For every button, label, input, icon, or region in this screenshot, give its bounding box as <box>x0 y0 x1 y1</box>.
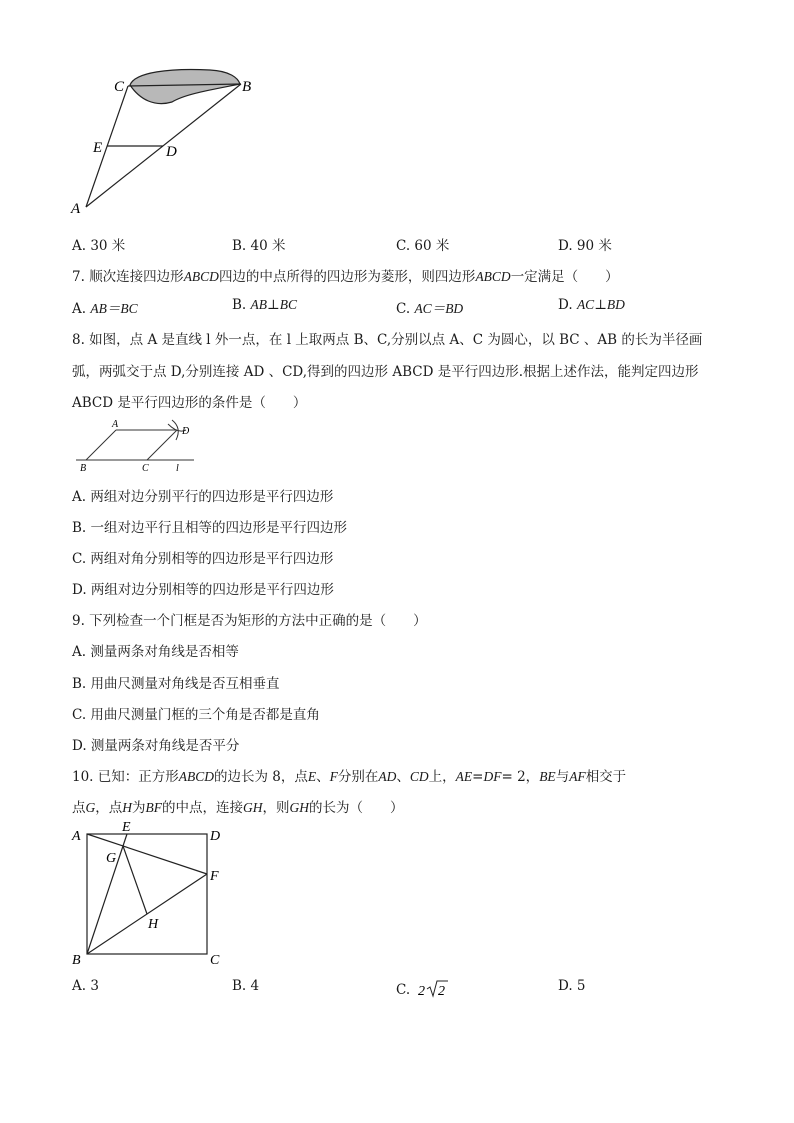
svg-text:2: 2 <box>438 984 446 999</box>
q10-label-f: F <box>210 869 219 884</box>
q6-figure <box>60 62 270 222</box>
q8-label-l: l <box>176 463 179 474</box>
q10-option-d[interactable]: D. 5 <box>558 978 586 994</box>
q7-stem: 7. 顺次连接四边形ABCD四边的中点所得的四边形为菱形，则四边形ABCD一定满足（ ） <box>72 269 619 285</box>
q7-option-c[interactable]: C. AC＝BD <box>396 301 464 317</box>
q10-label-a: A <box>72 829 81 844</box>
q8-line-ab <box>86 430 116 460</box>
q10-label-g: G <box>106 851 117 866</box>
q9-option-a[interactable]: A. 测量两条对角线是否相等 <box>72 644 239 660</box>
q8-stem-line1: 8. 如图，点 A 是直线 l 外一点，在 l 上取两点 B、C,分别以点 A、C 为圆心，以 BC 、AB 的长为半径画 <box>72 332 703 348</box>
svg-text:2: 2 <box>418 984 426 999</box>
q6-label-a: A <box>71 201 81 217</box>
q10-option-a[interactable]: A. 3 <box>72 978 99 994</box>
q8-stem-line2: 弧，两弧交于点 D,分别连接 AD 、CD,得到的四边形 ABCD 是平行四边形.根据上述作法，能判定四边形 <box>72 364 699 380</box>
q10-label-h: H <box>148 917 159 932</box>
q6-option-b[interactable]: B. 40 米 <box>232 238 286 254</box>
q7-option-a[interactable]: A. AB＝BC <box>72 301 138 317</box>
q6-label-d: D <box>166 144 177 160</box>
q8-option-d[interactable]: D. 两组对边分别相等的四边形是平行四边形 <box>72 582 334 598</box>
q10-stem-line2: 点G，点H为BF的中点，连接GH，则GH的长为（ ） <box>72 800 404 816</box>
q10-label-e: E <box>122 820 131 835</box>
q10-square <box>87 834 207 954</box>
q7-option-d[interactable]: D. AC⊥BD <box>558 297 625 313</box>
q9-option-d[interactable]: D. 测量两条对角线是否平分 <box>72 738 240 754</box>
q8-label-a: A <box>112 419 119 430</box>
q6-label-c: C <box>114 79 125 95</box>
q8-stem-line3: ABCD 是平行四边形的条件是（ ） <box>72 395 307 411</box>
q6-option-d[interactable]: D. 90 米 <box>558 238 612 254</box>
q6-option-a[interactable]: A. 30 米 <box>72 238 126 254</box>
q8-option-c[interactable]: C. 两组对角分别相等的四边形是平行四边形 <box>72 551 334 567</box>
q8-label-c: C <box>142 463 149 474</box>
q10-option-c-radical <box>414 978 450 1000</box>
q10-option-b[interactable]: B. 4 <box>232 978 260 994</box>
q6-label-b: B <box>242 79 252 95</box>
q6-label-e: E <box>93 140 103 156</box>
q7-option-b[interactable]: B. AB⊥BC <box>232 297 297 313</box>
q8-option-a[interactable]: A. 两组对边分别平行的四边形是平行四边形 <box>72 489 334 505</box>
q8-label-d: D <box>182 426 190 437</box>
q10-option-c[interactable]: C. 2 2 <box>396 978 450 1000</box>
q10-line-gh <box>123 846 147 914</box>
q10-label-c: C <box>210 953 220 968</box>
q9-option-c[interactable]: C. 用曲尺测量门框的三个角是否都是直角 <box>72 707 320 723</box>
q10-figure <box>68 818 238 970</box>
q10-label-b: B <box>72 953 81 968</box>
q9-stem: 9. 下列检查一个门框是否为矩形的方法中正确的是（ ） <box>72 613 427 629</box>
q10-stem-line1: 10. 已知：正方形ABCD的边长为 8，点E、F分别在AD、CD上，AE=DF= 2，BE与AF相交于 <box>72 769 627 785</box>
q10-line-af <box>87 834 207 874</box>
q8-figure <box>72 414 202 474</box>
q8-option-b[interactable]: B. 一组对边平行且相等的四边形是平行四边形 <box>72 520 348 536</box>
q8-label-b: B <box>80 463 87 474</box>
q9-option-b[interactable]: B. 用曲尺测量对角线是否互相垂直 <box>72 676 280 692</box>
q6-option-c[interactable]: C. 60 米 <box>396 238 450 254</box>
q8-line-cd <box>147 430 177 460</box>
q10-label-d: D <box>210 829 221 844</box>
